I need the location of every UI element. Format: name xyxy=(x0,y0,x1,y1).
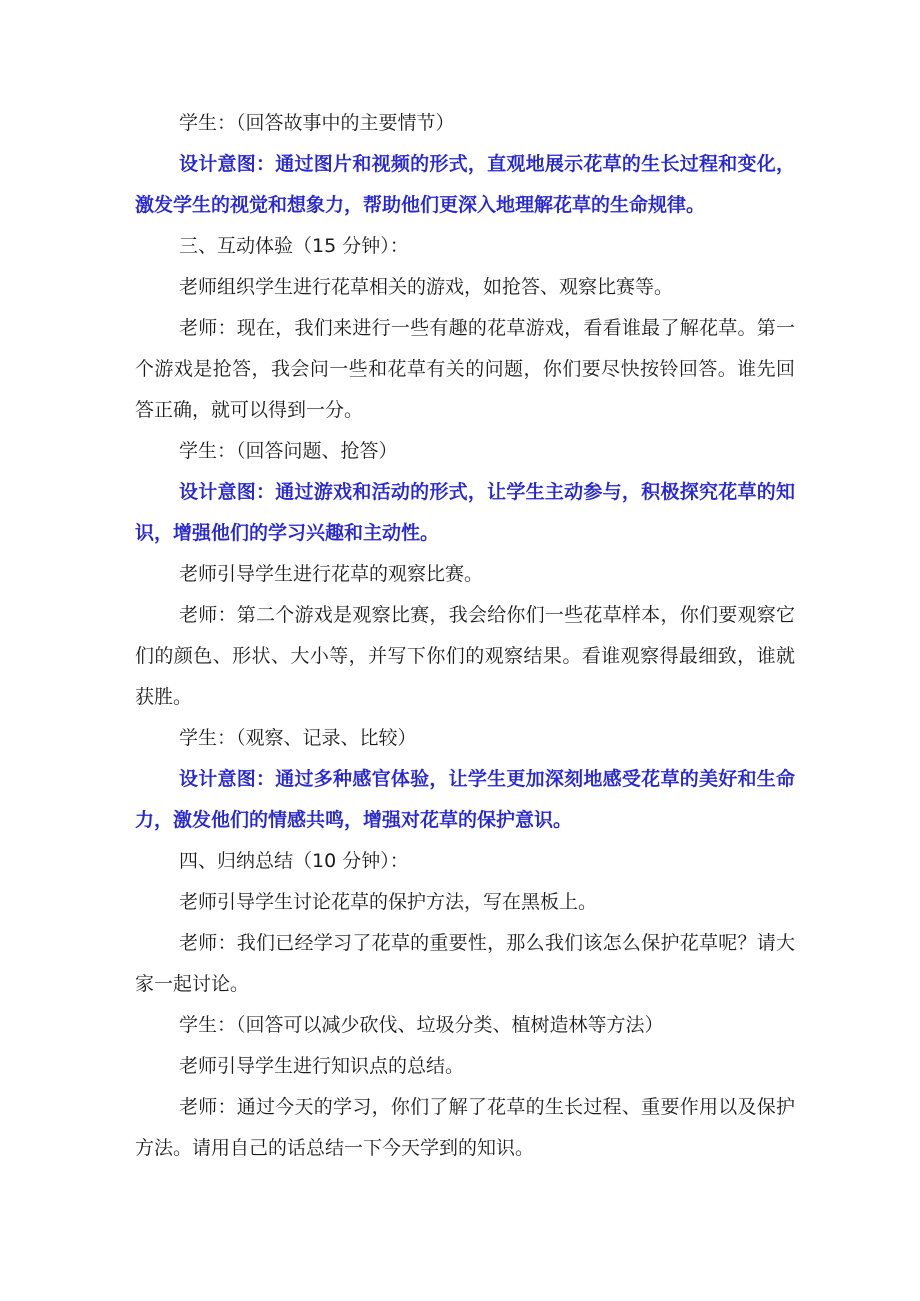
teacher-activity-paragraph: 老师组织学生进行花草相关的游戏，如抢答、观察比赛等。 xyxy=(179,276,674,298)
design-intent-paragraph: 设计意图：通过多种感官体验，让学生更加深刻地感受花草的美好和生命力，激发他们的情感共鸣，增强对花草的保护意识。 xyxy=(135,768,795,831)
student-answer-paragraph: 学生：（回答故事中的主要情节） xyxy=(179,112,455,134)
student-answer-paragraph: 学生：（回答可以减少砍伐、垃圾分类、植树造林等方法） xyxy=(179,1014,664,1036)
teacher-speech-paragraph: 老师：我们已经学习了花草的重要性，那么我们该怎么保护花草呢？请大家一起讨论。 xyxy=(135,932,795,995)
design-intent-paragraph: 设计意图：通过游戏和活动的形式，让学生主动参与，积极探究花草的知识，增强他们的学习兴趣和主动性。 xyxy=(135,481,795,544)
teacher-activity-paragraph: 老师引导学生进行知识点的总结。 xyxy=(179,1055,465,1077)
teacher-activity-paragraph: 老师引导学生讨论花草的保护方法，写在黑板上。 xyxy=(179,891,598,913)
teacher-activity-paragraph: 老师引导学生进行花草的观察比赛。 xyxy=(179,563,484,585)
teacher-speech-paragraph: 老师：通过今天的学习，你们了解了花草的生长过程、重要作用以及保护方法。请用自己的话总结一下今天学到的知识。 xyxy=(135,1096,795,1159)
student-answer-paragraph: 学生：（观察、记录、比较） xyxy=(179,727,417,749)
section-heading-interactive: 三、互动体验（15 分钟）： xyxy=(179,235,409,257)
section-heading-summary: 四、归纳总结（10 分钟）： xyxy=(179,850,409,872)
design-intent-paragraph: 设计意图：通过图片和视频的形式，直观地展示花草的生长过程和变化，激发学生的视觉和想象力，帮助他们更深入地理解花草的生命规律。 xyxy=(135,153,795,216)
student-answer-paragraph: 学生：（回答问题、抢答） xyxy=(179,440,398,462)
teacher-speech-paragraph: 老师：第二个游戏是观察比赛，我会给你们一些花草样本，你们要观察它们的颜色、形状、大小等，并写下你们的观察结果。看谁观察得最细致，谁就获胜。 xyxy=(135,604,795,708)
teacher-speech-paragraph: 老师：现在，我们来进行一些有趣的花草游戏，看看谁最了解花草。第一个游戏是抢答，我会问一些和花草有关的问题，你们要尽快按铃回答。谁先回答正确，就可以得到一分。 xyxy=(135,317,795,421)
document-body xyxy=(135,103,795,1169)
